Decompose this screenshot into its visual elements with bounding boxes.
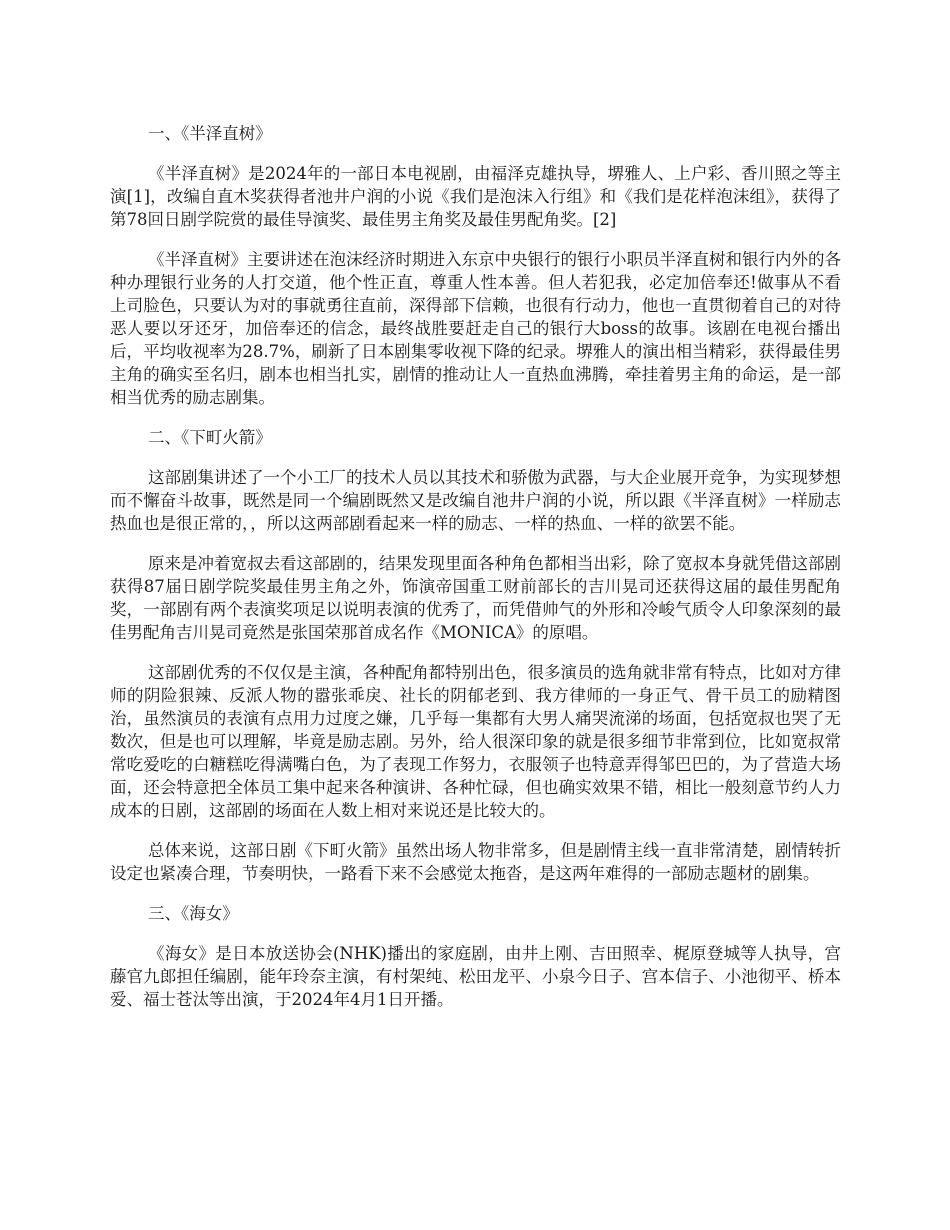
paragraph: 这部剧优秀的不仅仅是主演，各种配角都特别出色，很多演员的选角就非常有特点，比如对方律师的阴险狠辣、反派人物的嚣张乖戾、社长的阴郁老到、我方律师的一身正气、骨干员工的励精图治，虽然演员的表演有点用力过度之嫌，几乎每一集都有大男人痛哭流涕的场面，包括宽叔也哭了无数次，但是也可以理解，毕竟是励志剧。另外，给人很深印象的就是很多细节非常到位，比如宽叔常常吃爱吃的白糖糕吃得满嘴白色，为了表现工作努力，衣服领子也特意弄得邹巴巴的，为了营造大场面，还会特意把全体员工集中起来各种演讲、各种忙碌，但也确实效果不错，相比一般刻意节约人力成本的日剧，这部剧的场面在人数上相对来说还是比较大的。 [110, 663, 841, 820]
paragraph: 原来是冲着宽叔去看这部剧的，结果发现里面各种角色都相当出彩，除了宽叔本身就凭借这部剧获得87届日剧学院奖最佳男主角之外，饰演帝国重工财前部长的吉川晃司还获得这届的最佳男配角奖，一部剧有两个表演奖项足以说明表演的优秀了，而凭借帅气的外形和冷峻气质令人印象深刻的最佳男配角吉川晃司竟然是张国荣那首成名作《MONICA》的原唱。 [110, 554, 841, 642]
document-page [110, 122, 841, 1028]
section-heading: 二、《下町火箭》 [148, 428, 272, 447]
paragraph: 总体来说，这部日剧《下町火箭》虽然出场人物非常多，但是剧情主线一直非常清楚，剧情转折设定也紧凑合理，节奏明快，一路看下来不会感觉太拖沓，是这两年难得的一部励志题材的剧集。 [110, 841, 841, 883]
section-banze-naoki [110, 122, 841, 409]
section-heading: 一、《半泽直树》 [148, 124, 272, 143]
paragraph: 《海女》是日本放送协会(NHK)播出的家庭剧，由井上刚、吉田照幸、梶原登城等人执导，宫藤官九郎担任编剧，能年玲奈主演，有村架纯、松田龙平、小泉今日子、宫本信子、小池彻平、桥本爱、福士苍汰等出演，于2024年4月1日开播。 [110, 944, 841, 1009]
paragraph: 《半泽直树》主要讲述在泡沫经济时期进入东京中央银行的银行小职员半泽直树和银行内外的各种办理银行业务的人打交道，他个性正直，尊重人性本善。但人若犯我，必定加倍奉还!做事从不看上司脸色，只要认为对的事就勇往直前，深得部下信赖，也很有行动力，他也一直贯彻着自己的对待恶人要以牙还牙，加倍奉还的信念，最终战胜要赶走自己的银行大boss的故事。该剧在电视台播出后，平均收视率为28.7%，刷新了日本剧集零收视下降的纪录。堺雅人的演出相当精彩，获得最佳男主角的确实至名归，剧本也相当扎实，剧情的推动让人一直热血沸腾，牵挂着男主角的命运，是一部相当优秀的励志剧集。 [110, 250, 841, 407]
paragraph: 《半泽直树》是2024年的一部日本电视剧，由福泽克雄执导，堺雅人、上户彩、香川照之等主演[1]，改编自直木奖获得者池井户润的小说《我们是泡沫入行组》和《我们是花样泡沫组》，获得了第78回日剧学院赏的最佳导演奖、最佳男主角奖及最佳男配角奖。[2] [110, 164, 841, 229]
section-heading: 三、《海女》 [148, 904, 239, 923]
paragraph: 这部剧集讲述了一个小工厂的技术人员以其技术和骄傲为武器，与大企业展开竞争，为实现梦想而不懈奋斗故事，既然是同一个编剧既然又是改编自池井户润的小说，所以跟《半泽直树》一样励志热血也是很正常的，，所以这两部剧看起来一样的励志、一样的热血、一样的欲罢不能。 [110, 468, 841, 533]
section-amachan [110, 902, 841, 1011]
section-shitamachi-rocket [110, 426, 841, 885]
